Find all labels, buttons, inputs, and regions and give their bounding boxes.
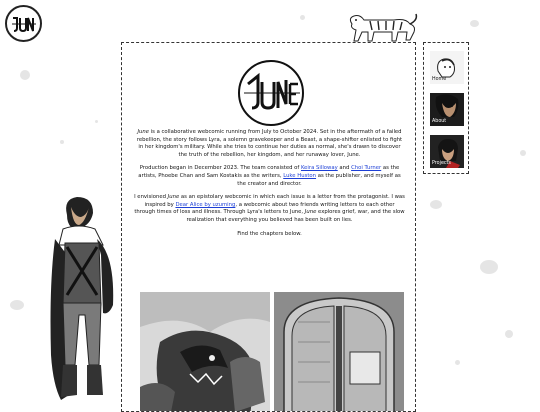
nav-projects-label: Projects bbox=[432, 161, 451, 166]
nav-home[interactable] bbox=[430, 51, 464, 84]
nav-projects[interactable] bbox=[430, 135, 464, 168]
nav-about-label: About bbox=[432, 119, 447, 124]
chapters-prompt: Find the chapters below. bbox=[237, 230, 302, 237]
title-word: June bbox=[137, 129, 149, 135]
vision-paragraph: I envisioned June as an epistolary webcomic in which each issue is a letter from the protagonist. I was inspired by Dear Alice by uzuming, a webcomic about two friends writing letters to each other through times of loss and illness. Through Lyra's letters to June, June explores grief, war, and the slow realization that everything you believed has been built on lies. bbox=[134, 194, 405, 223]
nav-about[interactable] bbox=[430, 93, 464, 126]
tiger-illustration bbox=[344, 10, 420, 46]
chapter-2-cover[interactable] bbox=[274, 292, 404, 412]
character-illustration bbox=[45, 195, 117, 405]
link-keira[interactable]: Keira Silloway bbox=[300, 165, 338, 172]
june-logo-icon bbox=[11, 14, 37, 34]
nav-panel bbox=[423, 42, 469, 174]
chapter-1-cover[interactable] bbox=[140, 292, 270, 412]
team-paragraph: Production began in December 2023. The team consisted of Keira Silloway and Choi Turner as the artists, Phoebe Chan and Sam Kostakis as the writers, Luke Huston as the publisher, and myself as the creator and director. bbox=[138, 165, 401, 187]
link-luke[interactable]: Luke Huston bbox=[283, 172, 317, 179]
about-panel bbox=[121, 42, 416, 412]
link-dear-alice[interactable]: Dear Alice by uzuming bbox=[175, 201, 236, 208]
nav-home-label: Home bbox=[432, 77, 447, 82]
intro-paragraph: June is a collaborative webcomic running from July to October 2024. Set in the aftermath of a failed rebellion, the story follows Lyra, a solemn gravekeeper and a Beast, a shape-shifter enlisted to fight in her kingdom's military. While she tries to continue her duties as normal, she's drawn to discover the truth of the rebellion, her kingdom, and her runaway lover, June. bbox=[136, 129, 403, 158]
link-choi[interactable]: Choi Turner bbox=[351, 165, 382, 172]
june-title-logo bbox=[238, 60, 304, 126]
about-text bbox=[134, 129, 405, 244]
site-logo[interactable] bbox=[5, 5, 42, 42]
june-logo-icon bbox=[240, 62, 302, 124]
